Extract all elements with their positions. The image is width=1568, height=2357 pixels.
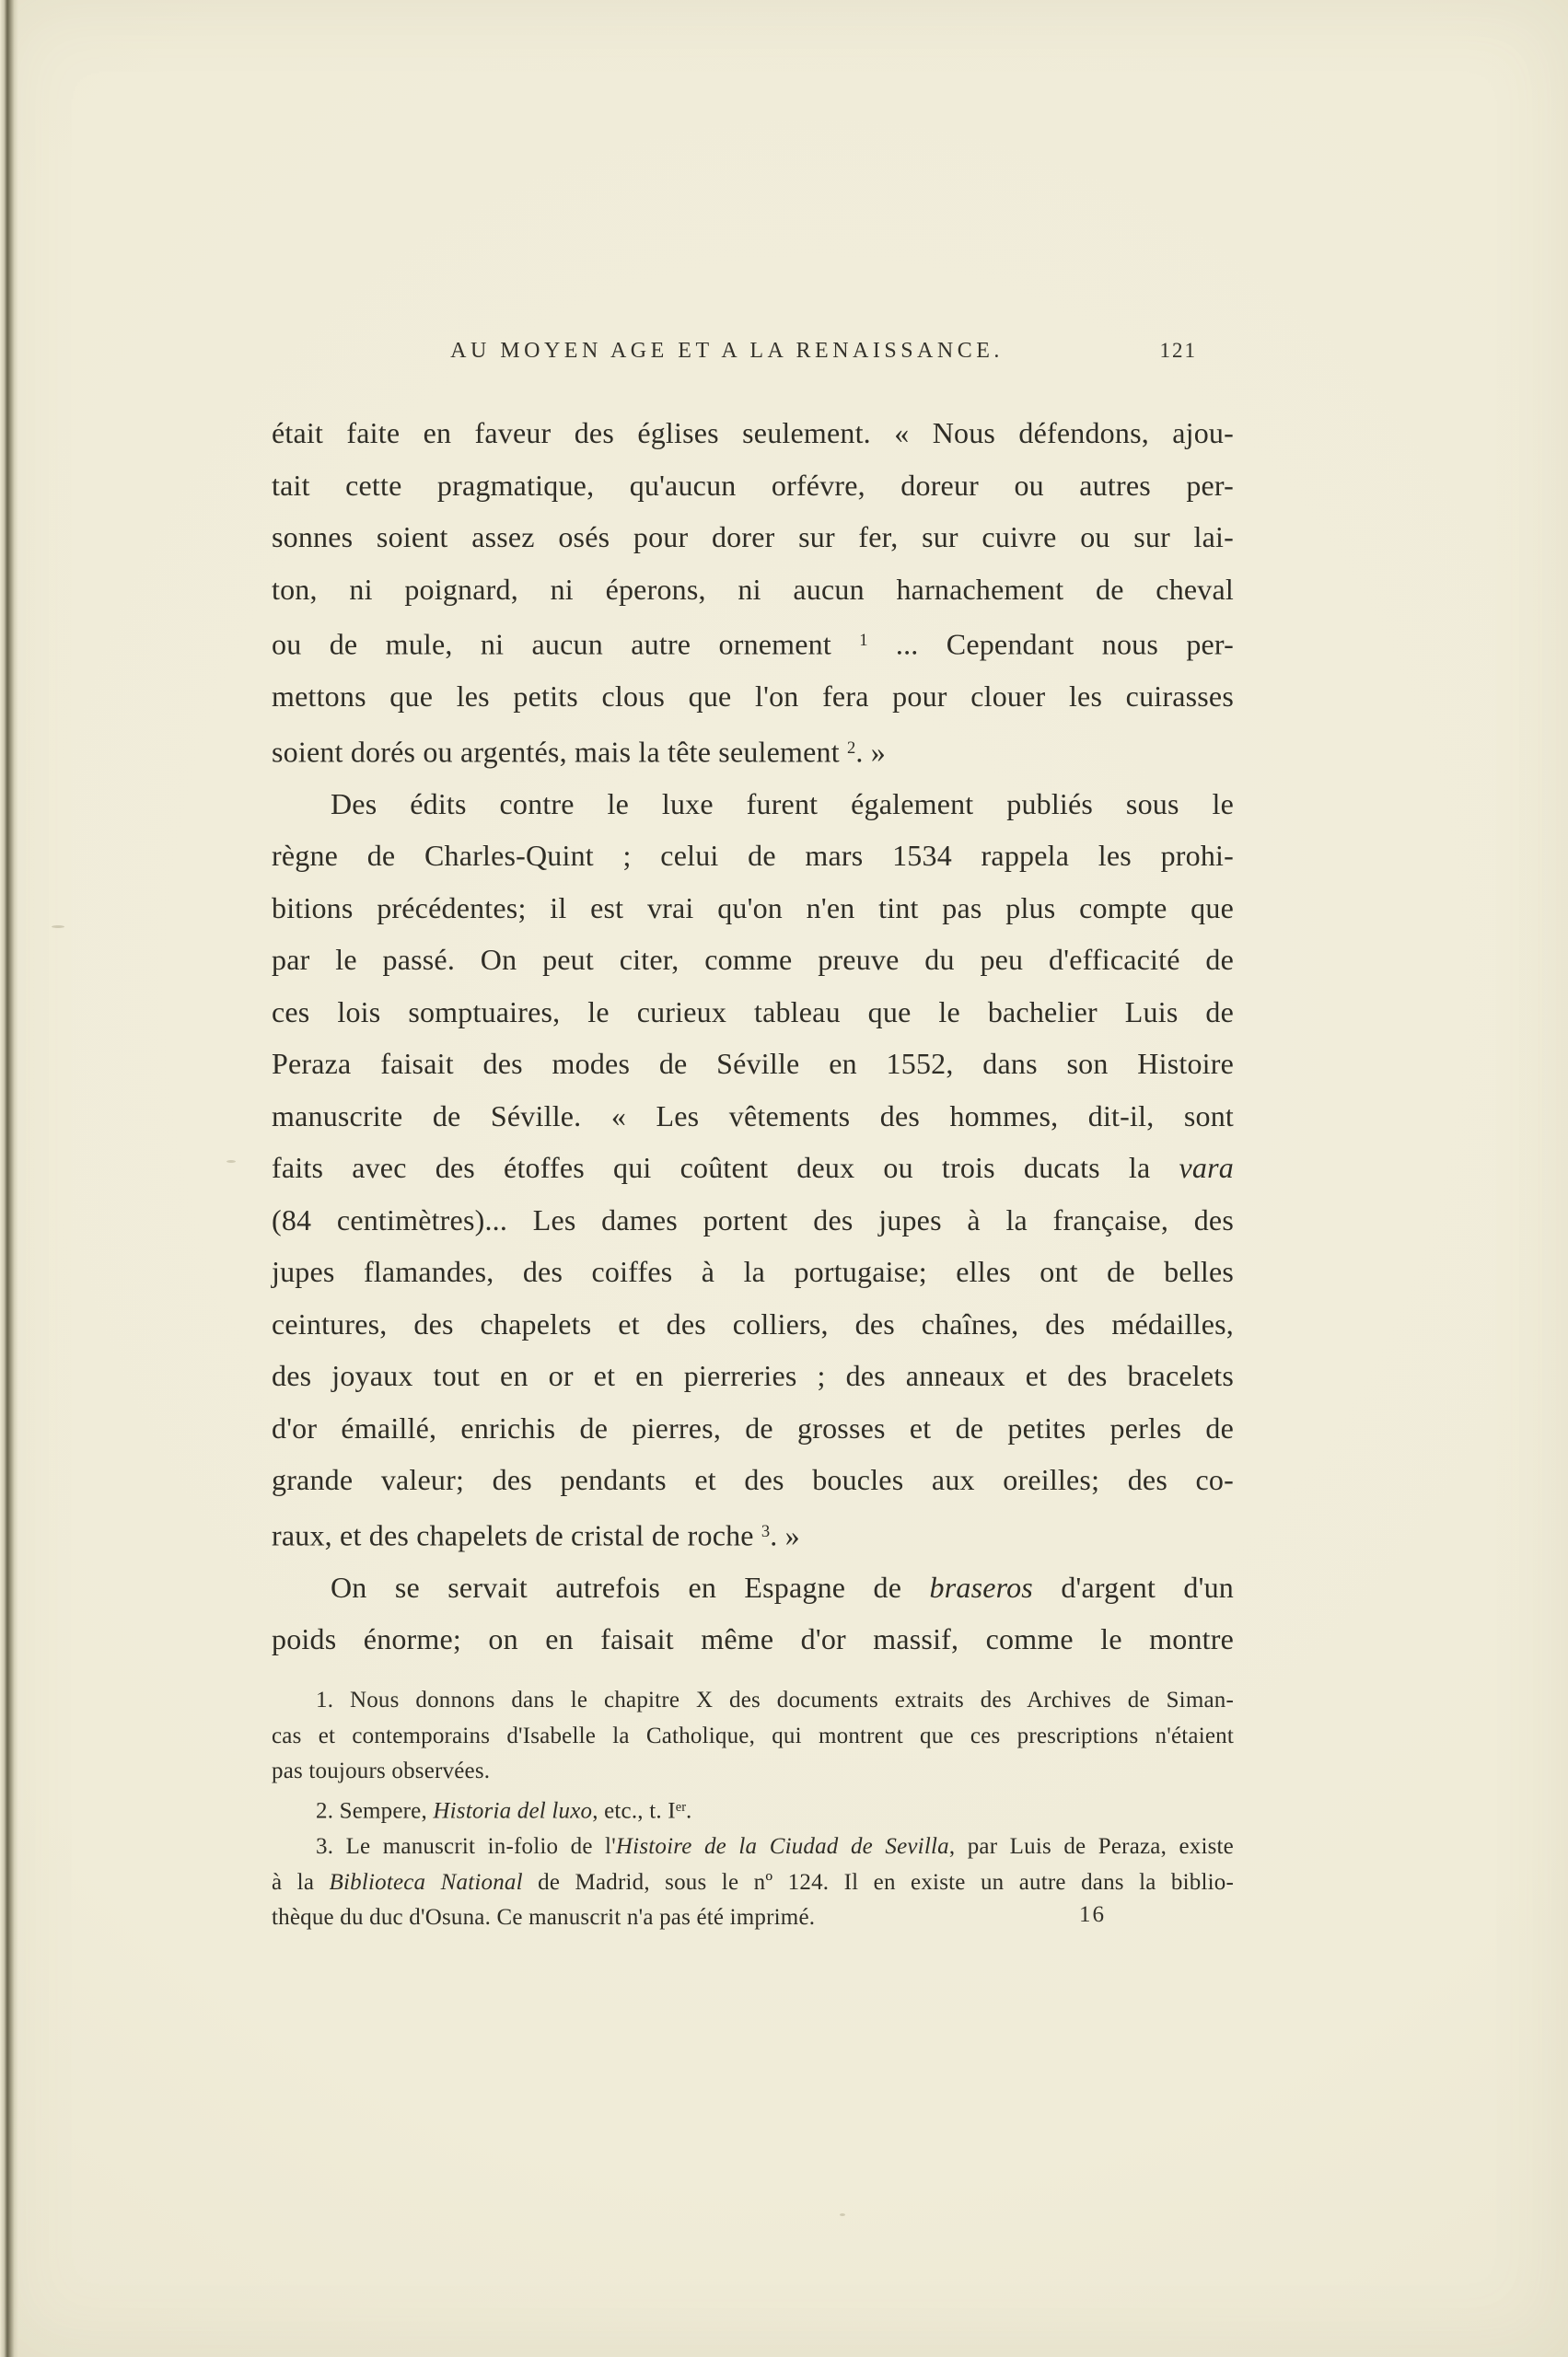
body-line: ou de mule, ni aucun autre ornement $^1$ ... Cependant nous per- (272, 627, 1234, 661)
running-header (272, 339, 1234, 364)
body-line: (84 centimètres)... Les dames portent des jupes à la française, des (272, 1202, 1234, 1237)
page-number: 121 (1159, 339, 1197, 362)
running-header-title: AU MOYEN AGE ET A LA RENAISSANCE. (450, 339, 1004, 363)
paper-blemish (226, 1160, 236, 1163)
body-line: manuscrite de Séville. « Les vêtements des hommes, dit-il, sont (272, 1098, 1234, 1132)
body-line: bitions précédentes; il est vrai qu'on n'en tint pas plus compte que (272, 890, 1234, 924)
body-text (272, 407, 1234, 1666)
paper-blemish (840, 2213, 845, 2216)
body-line: Des édits contre le luxe furent également publiés sous le (331, 786, 1234, 820)
body-line: était faite en faveur des églises seulement. « Nous défendons, ajou- (272, 416, 1234, 449)
body-line: ces lois somptuaires, le curieux tableau que le bachelier Luis de (272, 994, 1234, 1028)
body-line: ton, ni poignard, ni éperons, ni aucun harnachement de cheval (272, 572, 1234, 606)
body-line: grande valeur; des pendants et des boucles aux oreilles; des co- (272, 1463, 1234, 1497)
footnote-line: 1. Nous donnons dans le chapitre X des documents extraits des Archives de Siman- (316, 1688, 1234, 1713)
body-line: sonnes soient assez osés pour dorer sur fer, sur cuivre ou sur lai- (272, 520, 1234, 553)
body-line: d'or émaillé, enrichis de pierres, de grosses et de petites perles de (272, 1411, 1234, 1445)
footnote-line: cas et contemporains d'Isabelle la Catholique, qui montrent que ces prescriptions n'étaient (272, 1723, 1234, 1748)
body-line: ceintures, des chapelets et des colliers, des chaînes, des médailles, (272, 1306, 1234, 1341)
paper-blemish (52, 925, 64, 928)
body-line: jupes flamandes, des coiffes à la portugaise; elles ont de belles (272, 1255, 1234, 1289)
body-line: poids énorme; on en faisait même d'or massif, comme le montre (272, 1622, 1234, 1656)
body-line: tait cette pragmatique, qu'aucun orfévre, doreur ou autres per- (272, 468, 1234, 502)
page-gutter-shadow (0, 0, 18, 2357)
body-line: raux, et des chapelets de cristal de roche $^3$. » (272, 1518, 800, 1552)
body-line: par le passé. On peut citer, comme preuve du peu d'efficacité de (272, 943, 1234, 977)
body-line: soient dorés ou argentés, mais la tête seulement $^2$. » (272, 735, 886, 769)
body-line: des joyaux tout en or et en pierreries ; des anneaux et des bracelets (272, 1359, 1234, 1393)
body-line: mettons que les petits clous que l'on fera pour clouer les cuirasses (272, 679, 1234, 714)
footnote-line: 3. Le manuscrit in-folio de l'Histoire de la Ciudad de Sevilla, par Luis de Peraza, existe (316, 1833, 1234, 1859)
body-line: On se servait autrefois en Espagne de braseros d'argent d'un (331, 1570, 1234, 1604)
body-line: faits avec des étoffes qui coûtent deux ou trois ducats la vara (272, 1151, 1234, 1185)
footnote-line: à la Biblioteca National de Madrid, sous le nº 124. Il en existe un autre dans la biblio- (272, 1869, 1234, 1895)
footnotes (272, 1683, 1234, 1936)
footnote-line: pas toujours observées. (272, 1759, 491, 1784)
footnote-line: thèque du duc d'Osuna. Ce manuscrit n'a pas été imprimé. (272, 1905, 816, 1931)
signature-number: 16 (1079, 1902, 1106, 1927)
body-line: règne de Charles-Quint ; celui de mars 1534 rappela les prohi- (272, 839, 1234, 873)
body-line: Peraza faisait des modes de Séville en 1552, dans son Histoire (272, 1047, 1234, 1081)
footnote-line: 2. Sempere, Historia del luxo, etc., t. Ier. (316, 1798, 692, 1824)
